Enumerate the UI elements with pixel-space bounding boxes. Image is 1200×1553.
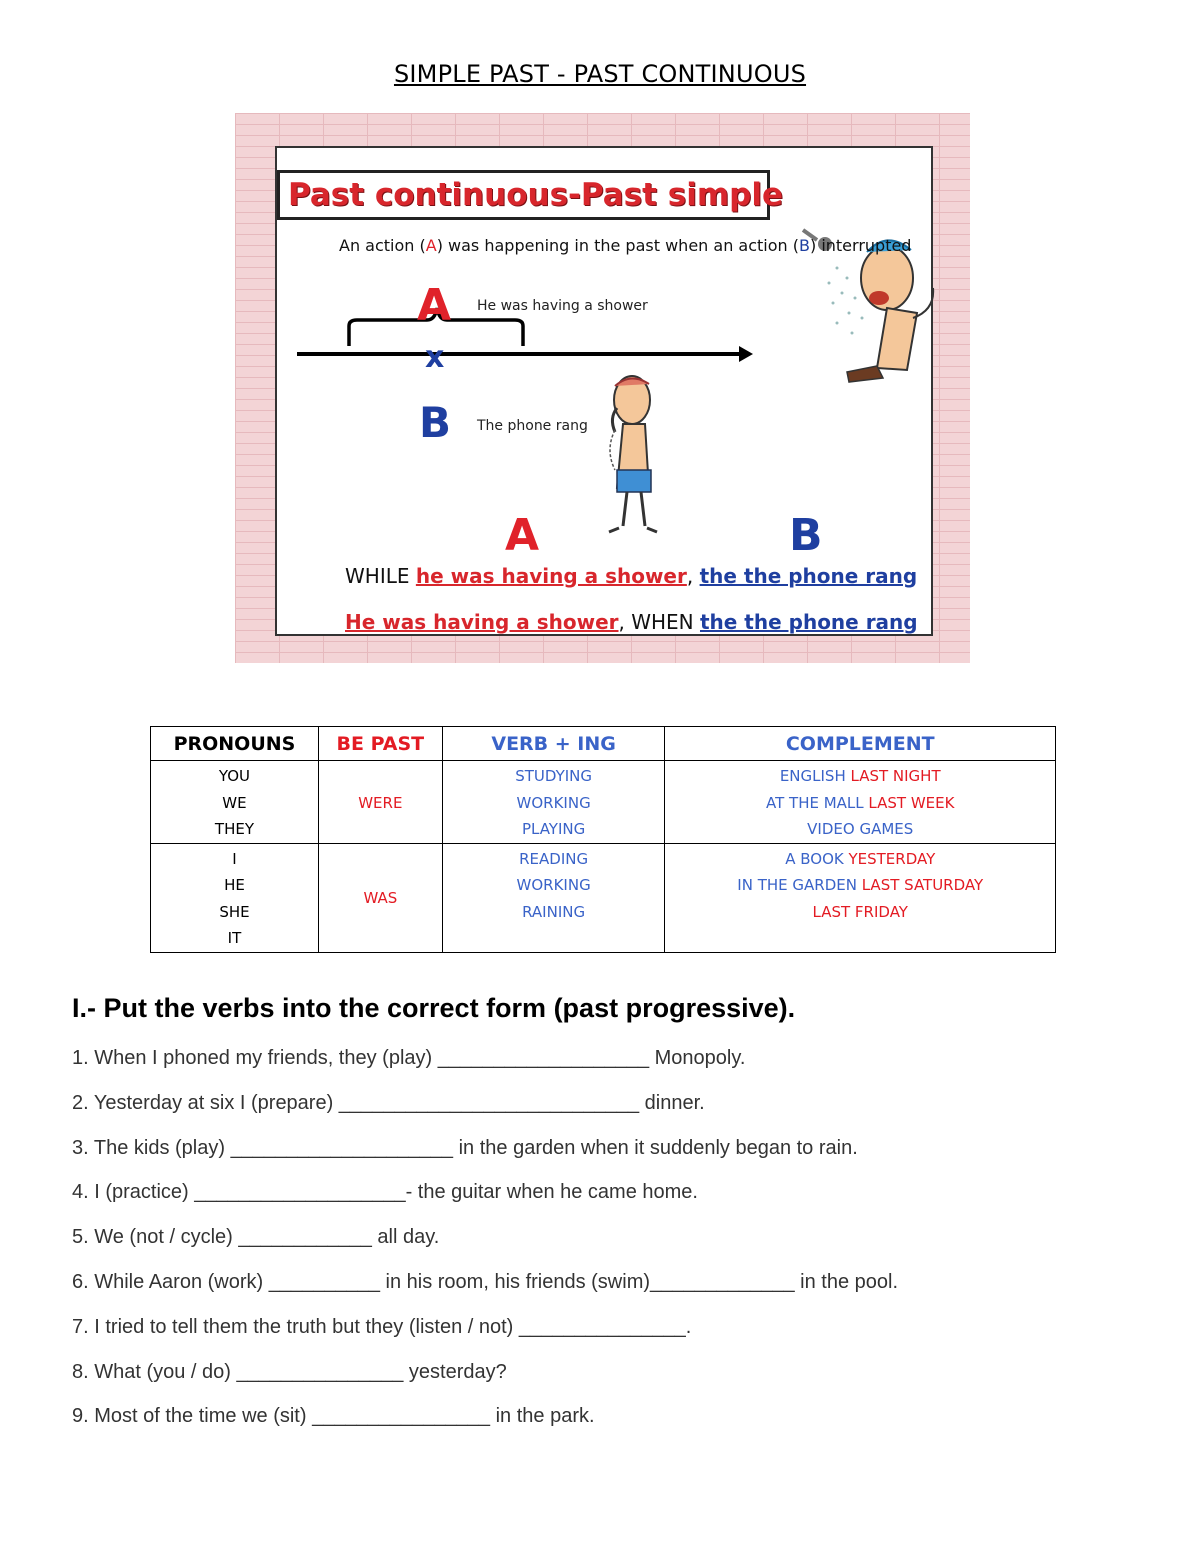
illustration-intro bbox=[339, 236, 911, 255]
pronouns-cell bbox=[151, 761, 319, 844]
complements-cell bbox=[665, 843, 1056, 952]
intro-b: B bbox=[799, 236, 810, 255]
note-a: He was having a shower bbox=[477, 298, 648, 314]
exercise-item-7: 7. I tried to tell them the truth but they (listen / not) _______________. bbox=[72, 1316, 692, 1338]
header-pronouns: PRONOUNS bbox=[151, 727, 319, 761]
page-title: SIMPLE PAST - PAST CONTINUOUS bbox=[393, 60, 807, 88]
pronoun: I bbox=[232, 849, 237, 868]
complement: VIDEO GAMES bbox=[807, 820, 914, 838]
when-word: , WHEN bbox=[618, 610, 700, 634]
verb: RAINING bbox=[522, 902, 586, 921]
pronoun: THEY bbox=[214, 820, 254, 838]
intro-a: A bbox=[425, 236, 437, 255]
while-clause-red: he was having a shower bbox=[415, 564, 687, 588]
complement: ENGLISH LAST NIGHT bbox=[779, 767, 941, 785]
while-word: WHILE bbox=[345, 564, 416, 588]
grammar-table bbox=[150, 726, 1056, 953]
header-verb-ing: VERB + ING bbox=[442, 727, 665, 761]
exercise-item-9: 9. Most of the time we (sit) ________________ in the park. bbox=[72, 1405, 595, 1427]
example-sentence-while bbox=[345, 564, 917, 588]
verb: STUDYING bbox=[515, 767, 593, 785]
grammar-illustration bbox=[235, 113, 970, 663]
table-row bbox=[151, 761, 1056, 844]
exercise-item-2: 2. Yesterday at six I (prepare) ___________________________ dinner. bbox=[72, 1092, 705, 1114]
label-x: x bbox=[425, 340, 445, 375]
illustration-banner: Past continuous-Past simple bbox=[277, 170, 770, 220]
label-b: B bbox=[419, 398, 452, 447]
header-be-past: BE PAST bbox=[318, 727, 442, 761]
complement: A BOOK YESTERDAY bbox=[785, 849, 936, 868]
when-clause-blue: the the phone rang bbox=[699, 610, 918, 634]
pronoun: SHE bbox=[219, 902, 250, 921]
while-clause-blue: the the phone rang bbox=[699, 564, 918, 588]
verb: READING bbox=[519, 849, 589, 868]
verb: PLAYING bbox=[521, 820, 586, 838]
pronoun: YOU bbox=[218, 767, 251, 785]
phone-man-icon bbox=[609, 376, 657, 532]
complement: IN THE GARDEN LAST SATURDAY bbox=[737, 876, 984, 894]
label-a: A bbox=[417, 280, 452, 331]
table-row bbox=[151, 843, 1056, 952]
exercise-item-6: 6. While Aaron (work) __________ in his room, his friends (swim)_____________ in the pool. bbox=[72, 1271, 899, 1293]
be-past-cell: WAS bbox=[318, 843, 442, 952]
label-b-2: B bbox=[789, 510, 823, 561]
exercise-item-4: 4. I (practice) ___________________- the guitar when he came home. bbox=[72, 1181, 698, 1203]
when-clause-red: He was having a shower bbox=[345, 610, 619, 634]
exercise-item-1: 1. When I phoned my friends, they (play) ___________________ Monopoly. bbox=[72, 1047, 746, 1069]
pronoun: IT bbox=[227, 929, 242, 947]
verb: WORKING bbox=[516, 876, 591, 894]
intro-text-1: An action ( bbox=[339, 236, 426, 255]
exercise-item-8: 8. What (you / do) _______________ yesterday? bbox=[72, 1361, 507, 1383]
illustration-panel bbox=[275, 146, 933, 636]
exercise-heading: I.- Put the verbs into the correct form (past progressive). bbox=[72, 993, 796, 1023]
header-complement: COMPLEMENT bbox=[665, 727, 1056, 761]
verbs-cell bbox=[442, 843, 665, 952]
complement: AT THE MALL LAST WEEK bbox=[766, 793, 955, 812]
exercise-item-3: 3. The kids (play) ____________________ in the garden when it suddenly began to rain. bbox=[72, 1137, 858, 1159]
be-past-cell: WERE bbox=[318, 761, 442, 844]
intro-text-3: ) interrupted bbox=[809, 236, 912, 255]
verb: WORKING bbox=[516, 793, 591, 812]
verbs-cell bbox=[442, 761, 665, 844]
example-sentence-when bbox=[345, 610, 918, 634]
pronouns-cell bbox=[151, 843, 319, 952]
intro-text-2: ) was happening in the past when an action ( bbox=[436, 236, 799, 255]
label-a-2: A bbox=[505, 510, 540, 561]
complements-cell bbox=[665, 761, 1056, 844]
complement: LAST FRIDAY bbox=[812, 902, 908, 921]
pronoun: HE bbox=[224, 876, 245, 894]
pronoun: WE bbox=[222, 793, 247, 812]
exercise-item-5: 5. We (not / cycle) ____________ all day. bbox=[72, 1226, 440, 1248]
table-header-row bbox=[151, 727, 1056, 761]
timeline-arrowhead bbox=[739, 346, 753, 362]
note-b: The phone rang bbox=[477, 418, 588, 434]
while-comma: , bbox=[686, 564, 700, 588]
